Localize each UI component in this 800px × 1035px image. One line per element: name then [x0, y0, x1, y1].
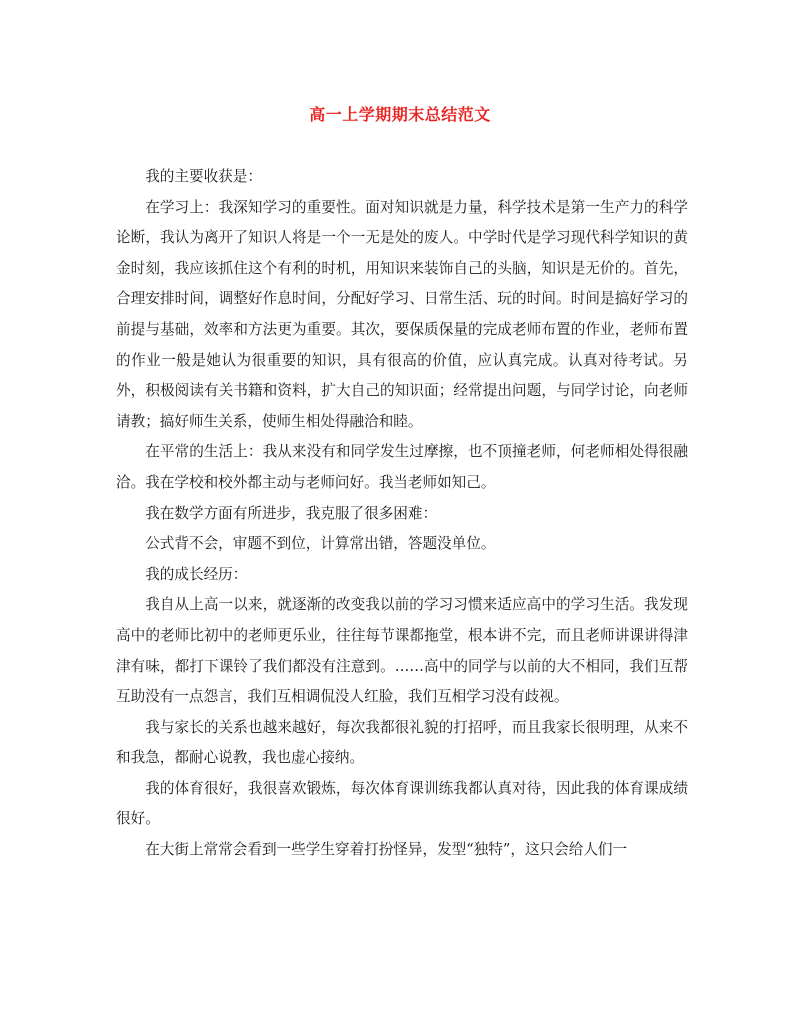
- paragraph: 我的成长经历：: [145, 565, 248, 583]
- document-body: [116, 162, 688, 866]
- paragraph: 我自从上高一以来，就逐渐的改变我以前的学习习惯来适应高中的学习生活。我发现高中的老师比初中的老师更乐业，往往每节课都拖堂，根本讲不完，而且老师讲课讲得津津有味，都打下课铃了我们都没有注意到。……高中的同学与以前的大不相同，我们互帮互助没有一点怨言，我们互相调侃没人红脸，我们互相学习没有歧视。: [116, 596, 688, 706]
- paragraph: 在学习上：我深知学习的重要性。面对知识就是力量，科学技术是第一生产力的科学论断，我认为离开了知识人将是一个一无是处的废人。中学时代是学习现代科学知识的黄金时刻，我应该抓住这个有利的时机，用知识来装饰自己的头脑，知识是无价的。首先，合理安排时间，调整好作息时间，分配好学习、日常生活、玩的时间。时间是搞好学习的前提与基础，效率和方法更为重要。其次，要保质保量的完成老师布置的作业，老师布置的作业一般是她认为很重要的知识，具有很高的价值，应认真完成。认真对待考试。另外，积极阅读有关书籍和资料，扩大自己的知识面；经常提出问题，与同学讨论，向老师请教；搞好师生关系，使师生相处得融洽和睦。: [116, 198, 688, 430]
- paragraph: 在平常的生活上：我从来没有和同学发生过摩擦，也不顶撞老师，何老师相处得很融洽。我在学校和校外都主动与老师问好。我当老师如知己。: [116, 443, 688, 491]
- paragraph: 我在数学方面有所进步，我克服了很多困难：: [145, 504, 438, 522]
- paragraph: 我的主要收获是：: [145, 168, 262, 185]
- paragraph: 在大街上常常会看到一些学生穿着打扮怪异，发型“独特”，这只会给人们一: [145, 841, 628, 859]
- page-title: 高一上学期期末总结范文: [309, 105, 491, 124]
- paragraph: 我与家长的关系也越来越好，每次我都很礼貌的打招呼，而且我家长很明理，从来不和我急，都耐心说教，我也虚心接纳。: [116, 718, 688, 767]
- paragraph: 我的体育很好，我很喜欢锻炼，每次体育课训练我都认真对待，因此我的体育课成绩很好。: [116, 779, 688, 828]
- paragraph: 公式背不会，审题不到位，计算常出错，答题没单位。: [145, 535, 496, 553]
